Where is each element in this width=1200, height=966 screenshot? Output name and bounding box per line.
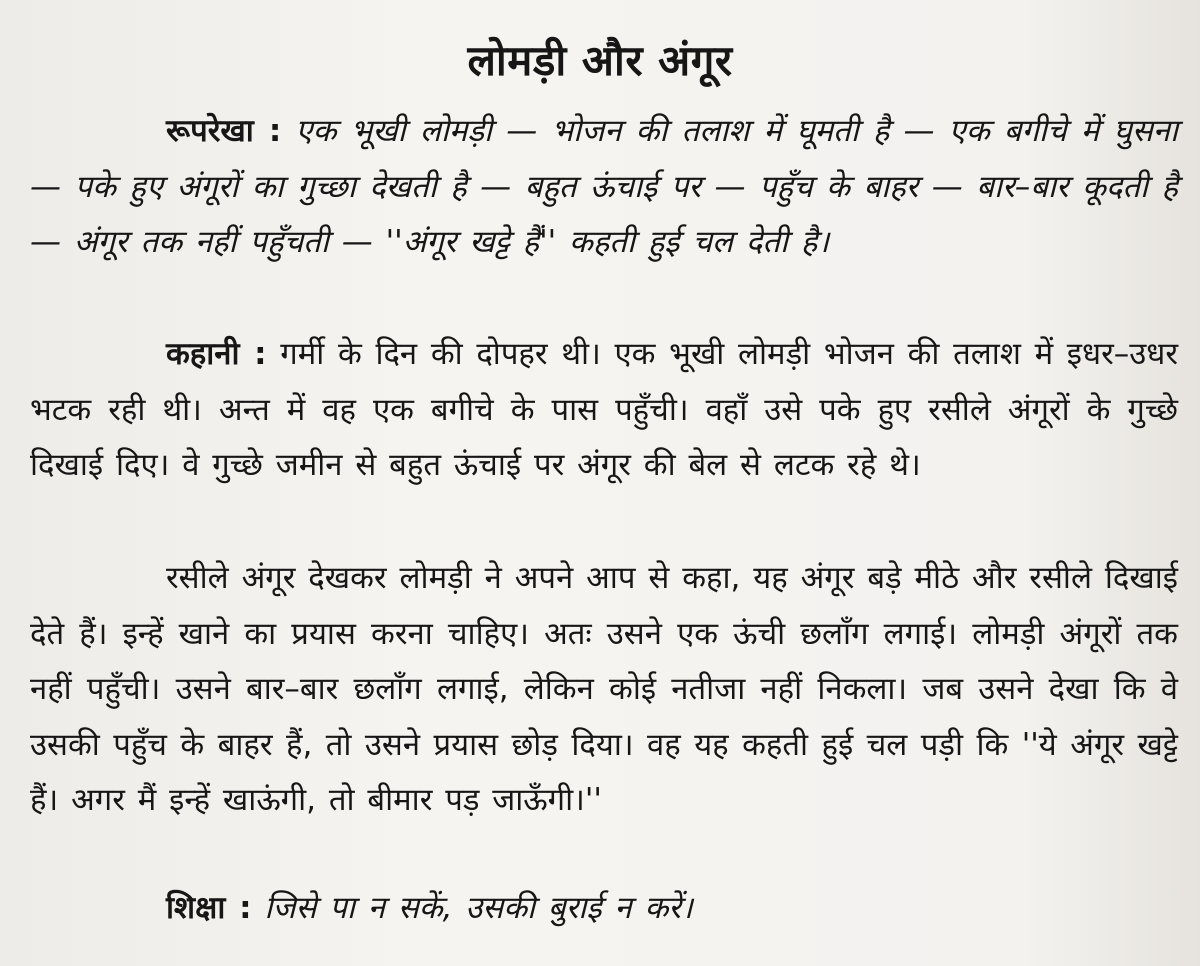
moral-paragraph [30,881,1178,937]
story-paragraph-2 [30,551,1178,829]
page-title: लोमड़ी और अंगूर [467,36,733,85]
story-paragraph-1 [30,327,1178,494]
story-text-1: गर्मी के दिन की दोपहर थी। एक भूखी लोमड़ी भोजन की तलाश में इधर–उधर भटक रही थी। अन्त में वह एक बगीचे के पास पहुँची। वहाँ उसे पके हुए रसीले अंगूरों के गुच्छे दिखाई दिए। वे गुच्छे जमीन से बहुत ऊंचाई पर अंगूर की बेल से लटक रहे थे। [30,336,1179,483]
story-label: कहानी : [166,336,267,372]
outline-text: एक भूखी लोमड़ी — भोजन की तलाश में घूमती है — एक बगीचे में घुसना — पके हुए अंगूरों का गुच्छा देखती है — बहुत ऊंचाई पर — पहुँच के बाहर — बार–बार कूदती है — अंगूर तक नहीं पहुँचती — ''अंगूर खट्टे हैं'' कहती हुई चल देती है। [30,113,1179,260]
story-text-2: रसीले अंगूर देखकर लोमड़ी ने अपने आप से कहा, यह अंगूर बड़े मीठे और रसीले दिखाई देते हैं। इन्हें खाने का प्रयास करना चाहिए। अतः उसने एक ऊंची छलाँग लगाई। लोमड़ी अंगूरों तक नहीं पहुँची। उसने बार–बार छलाँग लगाई, लेकिन कोई नतीजा नहीं निकला। जब उसने देखा कि वे उसकी पहुँच के बाहर हैं, तो उसने प्रयास छोड़ दिया। वह यह कहती हुई चल पड़ी कि ''ये अंगूर खट्टे हैं। अगर मैं इन्हें खाऊंगी, तो बीमार पड़ जाऊँगी।'' [30,560,1178,818]
moral-label: शिक्षा : [166,890,252,926]
outline-paragraph [30,104,1178,271]
outline-label: रूपरेखा : [166,113,282,149]
moral-text: जिसे पा न सकें, उसकी बुराई न करें। [264,890,693,926]
